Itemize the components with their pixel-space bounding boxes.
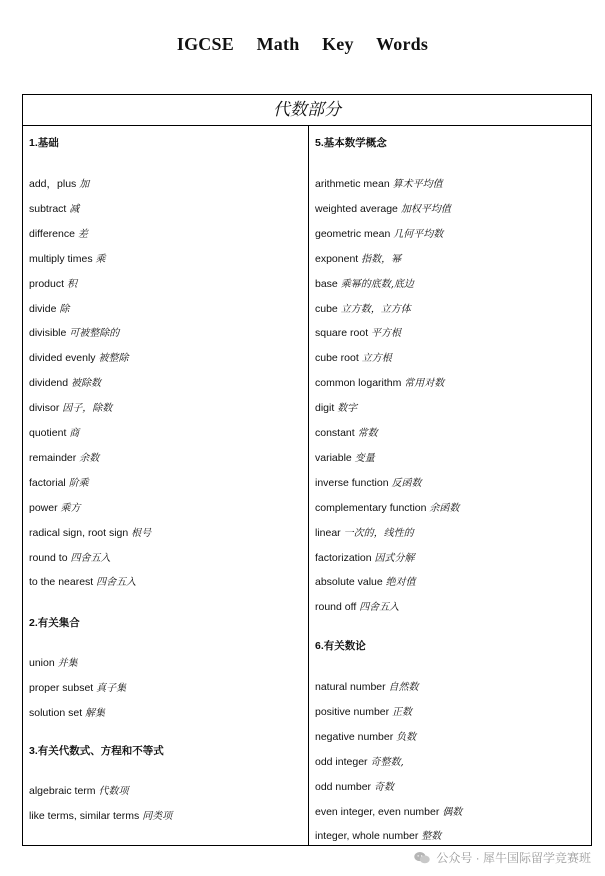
term-entry xyxy=(29,324,119,339)
term-entry xyxy=(29,654,78,669)
watermark xyxy=(413,849,591,866)
term-english: absolute value xyxy=(315,576,383,589)
term-entry xyxy=(315,449,375,464)
term-entry xyxy=(29,807,172,822)
term-chinese: 奇整数, xyxy=(370,756,404,768)
term-chinese: 解集 xyxy=(85,707,106,719)
term-chinese: 立方数，立方体 xyxy=(340,303,411,315)
term-chinese: 乘幂的底数,底边 xyxy=(340,278,414,290)
term-english: like terms, similar terms xyxy=(29,809,140,822)
term-entry xyxy=(29,200,79,215)
term-english: even integer, even number xyxy=(315,805,440,818)
term-english: constant xyxy=(315,427,355,439)
term-entry xyxy=(315,474,421,489)
term-entry xyxy=(29,524,151,539)
term-chinese: 算术平均值 xyxy=(392,179,443,190)
term-entry xyxy=(315,524,414,539)
term-english: cube root xyxy=(315,352,359,365)
term-entry xyxy=(315,703,412,718)
term-english: negative number xyxy=(315,730,394,743)
term-chinese: 加 xyxy=(79,179,90,190)
term-english: positive number xyxy=(315,705,390,718)
term-english: odd number xyxy=(315,780,372,793)
term-english: to the nearest xyxy=(29,576,94,589)
term-entry xyxy=(315,374,444,389)
document-title: IGCSE Math Key Words xyxy=(176,34,429,54)
term-chinese: 平方根 xyxy=(371,328,402,340)
term-english: complementary function xyxy=(315,501,427,514)
term-entry xyxy=(29,225,88,240)
term-chinese: 真子集 xyxy=(96,682,127,694)
term-entry xyxy=(315,424,378,439)
term-entry xyxy=(315,728,416,743)
term-chinese: 余数 xyxy=(79,452,100,464)
term-entry xyxy=(315,778,394,793)
wechat-icon xyxy=(413,851,431,865)
term-english: linear xyxy=(315,526,341,539)
term-entry xyxy=(29,349,128,364)
term-english: round off xyxy=(315,601,357,614)
term-english: geometric mean xyxy=(315,227,391,240)
left-column xyxy=(23,126,309,845)
term-chinese: 阶乘 xyxy=(68,477,89,489)
term-chinese: 正数 xyxy=(392,706,413,718)
term-chinese: 几何平均数 xyxy=(393,228,444,240)
term-chinese: 四舍五入 xyxy=(96,577,137,589)
term-english: integer, whole number xyxy=(315,830,419,843)
term-chinese: 负数 xyxy=(396,731,417,743)
term-english: factorization xyxy=(315,551,372,564)
term-chinese: 指数，幂 xyxy=(361,253,402,265)
term-entry xyxy=(315,678,419,693)
key-words-table xyxy=(22,94,592,846)
term-english: subtract xyxy=(29,202,67,215)
term-english: cube xyxy=(315,302,338,315)
term-entry xyxy=(315,573,416,588)
term-chinese: 余函数 xyxy=(429,502,460,514)
term-chinese: 同类项 xyxy=(142,810,173,822)
term-chinese: 商 xyxy=(69,428,80,439)
term-entry xyxy=(315,324,401,339)
term-english: remainder xyxy=(29,451,77,464)
term-chinese: 数字 xyxy=(337,403,358,415)
term-entry xyxy=(29,399,112,414)
term-english: dividend xyxy=(29,377,69,390)
term-english: proper subset xyxy=(29,681,94,694)
section-title: 2.有关集合 xyxy=(29,617,80,629)
term-english: inverse function xyxy=(315,476,389,489)
term-entry xyxy=(29,449,99,464)
term-chinese: 加权平均值 xyxy=(400,203,451,215)
term-chinese: 差 xyxy=(77,228,88,240)
term-english: algebraic term xyxy=(29,785,96,797)
term-chinese: 绝对值 xyxy=(385,577,416,589)
term-entry xyxy=(315,275,414,290)
term-english: square root xyxy=(315,327,369,340)
term-chinese: 一次的，线性的 xyxy=(343,527,414,539)
term-english: digit xyxy=(315,402,335,415)
term-english: factorial xyxy=(29,476,66,489)
term-entry xyxy=(29,424,79,439)
term-chinese: 变量 xyxy=(354,452,375,464)
term-chinese: 四舍五入 xyxy=(359,602,400,614)
table-header: 代数部分 xyxy=(23,95,591,126)
term-chinese: 常用对数 xyxy=(404,378,445,390)
term-chinese: 代数项 xyxy=(98,786,129,797)
term-english: divide xyxy=(29,302,57,315)
term-entry xyxy=(315,827,441,842)
term-english: common logarithm xyxy=(315,377,402,390)
term-entry xyxy=(29,175,89,191)
section-title: 6.有关数论 xyxy=(315,640,366,652)
term-english: divisor xyxy=(29,402,60,415)
term-chinese: 乘方 xyxy=(60,502,81,514)
section-title: 5.基本数学概念 xyxy=(315,137,387,149)
watermark-text: 公众号 · 犀牛国际留学竞赛班 xyxy=(436,851,591,865)
term-chinese: 因子，除数 xyxy=(62,403,113,415)
term-entry xyxy=(29,679,126,694)
term-entry xyxy=(29,549,110,564)
term-chinese: 积 xyxy=(66,278,77,290)
right-column xyxy=(309,126,591,845)
term-chinese: 立方根 xyxy=(361,353,392,365)
term-english: base xyxy=(315,277,338,290)
term-chinese: 奇数 xyxy=(373,781,394,793)
term-english: round to xyxy=(29,551,68,564)
term-english: odd integer xyxy=(315,755,368,768)
term-english: difference xyxy=(29,227,75,240)
term-english: product xyxy=(29,277,65,290)
term-entry xyxy=(29,374,101,389)
term-entry xyxy=(315,753,404,768)
term-entry xyxy=(315,549,415,564)
term-chinese: 偶数 xyxy=(442,806,463,818)
term-english: add，plus xyxy=(29,178,77,190)
term-chinese: 并集 xyxy=(57,658,78,669)
term-chinese: 反函数 xyxy=(391,477,422,489)
term-english: variable xyxy=(315,451,352,464)
term-entry xyxy=(315,300,411,315)
term-entry xyxy=(315,250,401,265)
term-chinese: 减 xyxy=(69,203,80,215)
term-entry xyxy=(29,474,89,489)
term-chinese: 乘 xyxy=(95,253,106,265)
term-english: divided evenly xyxy=(29,352,96,365)
term-entry xyxy=(29,250,106,265)
term-entry xyxy=(315,175,443,190)
term-english: quotient xyxy=(29,427,67,439)
term-entry xyxy=(29,275,77,290)
term-chinese: 被整除 xyxy=(98,353,129,365)
term-english: divisible xyxy=(29,327,67,340)
term-entry xyxy=(29,573,136,588)
term-chinese: 常数 xyxy=(357,428,378,439)
term-chinese: 因式分解 xyxy=(374,552,415,564)
term-english: power xyxy=(29,501,58,514)
term-entry xyxy=(315,399,357,414)
term-chinese: 自然数 xyxy=(388,682,419,693)
term-english: arithmetic mean xyxy=(315,178,390,190)
term-entry xyxy=(315,598,399,613)
term-chinese: 除 xyxy=(59,303,70,315)
term-entry xyxy=(29,782,128,797)
term-english: weighted average xyxy=(315,202,398,215)
term-chinese: 根号 xyxy=(131,527,152,539)
section-title: 1.基础 xyxy=(29,137,59,149)
term-english: union xyxy=(29,657,55,669)
term-english: multiply times xyxy=(29,252,93,265)
term-english: natural number xyxy=(315,681,386,693)
term-chinese: 被除数 xyxy=(71,378,102,390)
section-title: 3.有关代数式、方程和不等式 xyxy=(29,745,164,757)
term-chinese: 整数 xyxy=(421,831,442,843)
term-entry xyxy=(315,499,459,514)
term-english: radical sign, root sign xyxy=(29,526,129,539)
term-entry xyxy=(315,349,392,364)
term-entry xyxy=(29,499,81,514)
term-english: solution set xyxy=(29,706,83,719)
term-entry xyxy=(315,803,462,818)
term-english: exponent xyxy=(315,252,359,265)
term-entry xyxy=(315,200,451,215)
term-chinese: 四舍五入 xyxy=(70,552,111,564)
term-entry xyxy=(315,225,443,240)
term-chinese: 可被整除的 xyxy=(69,328,120,340)
term-entry xyxy=(29,704,105,719)
term-entry xyxy=(29,300,69,315)
